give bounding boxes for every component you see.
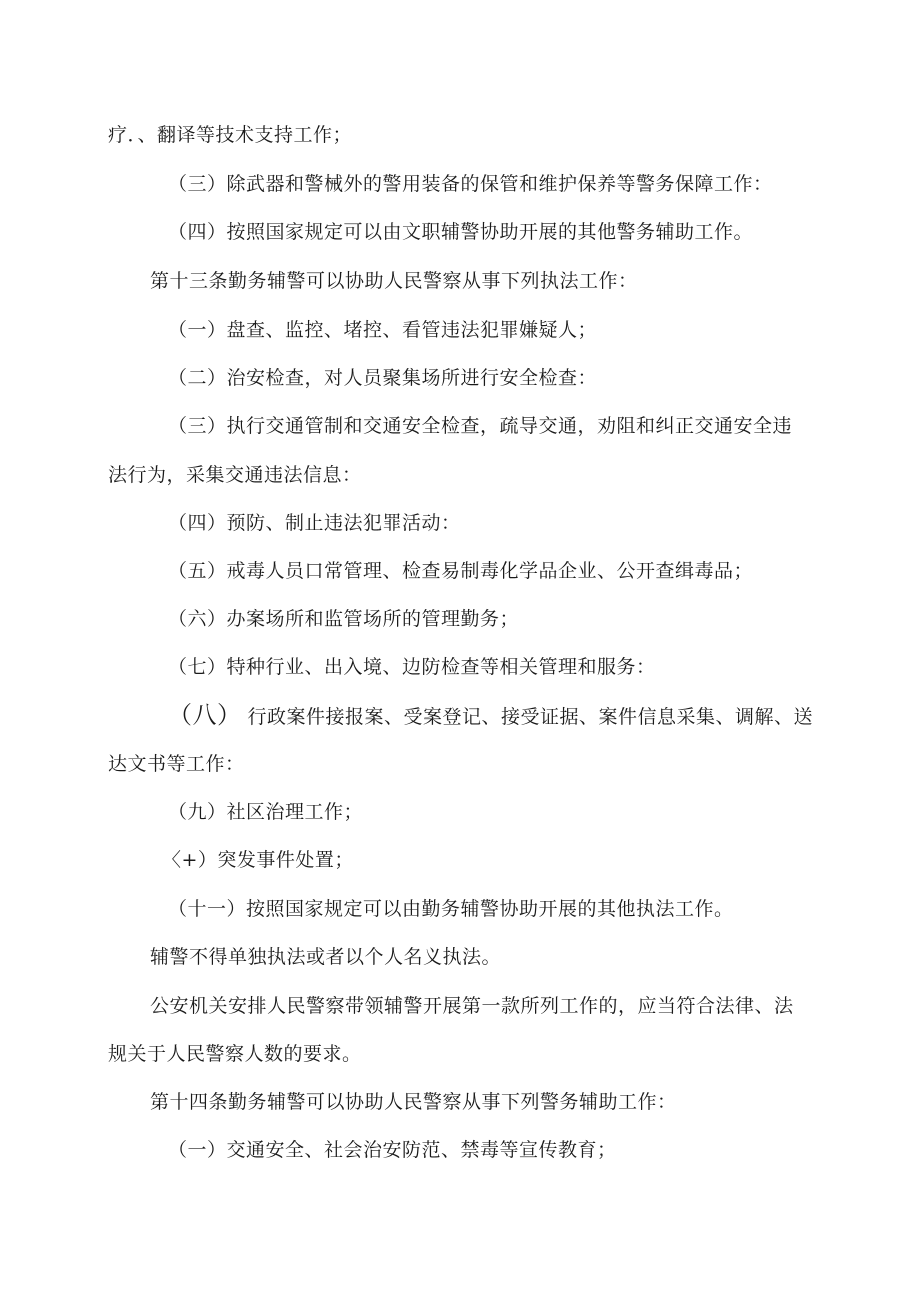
text-line: （十一）按照国家规定可以由勤务辅警协助开展的其他执法工作。 — [168, 898, 734, 920]
text-line: （九）社区治理工作； — [168, 801, 364, 823]
text-line: （一）交通安全、社会治安防范、禁毒等宣传教育； — [168, 1139, 617, 1161]
article-heading: 第十三条勤务辅警可以协助人民警察从事下列执法工作： — [150, 270, 638, 292]
text-line: 〈+）突发事件处置； — [162, 849, 354, 871]
text-line: （四）按照国家规定可以由文职辅警协助开展的其他警务辅助工作。 — [168, 221, 754, 243]
text-line: 公安机关安排人民警察带领辅警开展第一款所列工作的，应当符合法律、法 — [150, 995, 794, 1017]
text-line — [168, 703, 813, 729]
text-line: （二）治安检查，对人员聚集场所进行安全检查： — [168, 367, 598, 389]
text-line: 辅警不得单独执法或者以个人名义执法。 — [150, 946, 502, 968]
text-line: （六）办案场所和监管场所的管理勤务； — [168, 608, 520, 630]
text-line: （三）除武器和警械外的警用装备的保管和维护保养等警务保障工作： — [168, 173, 773, 195]
text-line: 法行为，采集交通违法信息： — [108, 464, 362, 486]
text-line: （三）执行交通管制和交通安全检查，疏导交通，劝阻和纠正交通安全违 — [168, 415, 793, 437]
text-line: （五）戒毒人员口常管理、检查易制毒化学品企业、公开查缉毒品； — [168, 560, 754, 582]
item-marker: （八） — [168, 701, 242, 729]
text-line: 疗．、翻译等技术支持工作； — [108, 124, 353, 146]
text-line: （七）特种行业、出入境、边防检查等相关管理和服务： — [168, 656, 656, 678]
item-text: 行政案件接报案、受案登记、接受证据、案件信息采集、调解、送 — [247, 706, 814, 728]
text-line: 达文书等工作： — [108, 753, 245, 775]
text-line: （一）盘查、监控、堵控、看管违法犯罪嫌疑人； — [168, 319, 598, 341]
article-heading: 第十四条勤务辅警可以协助人民警察从事下列警务辅助工作： — [150, 1091, 677, 1113]
text-line: （四）预防、制止违法犯罪活动： — [168, 512, 461, 534]
text-line: 规关于人民警察人数的要求。 — [108, 1043, 362, 1065]
